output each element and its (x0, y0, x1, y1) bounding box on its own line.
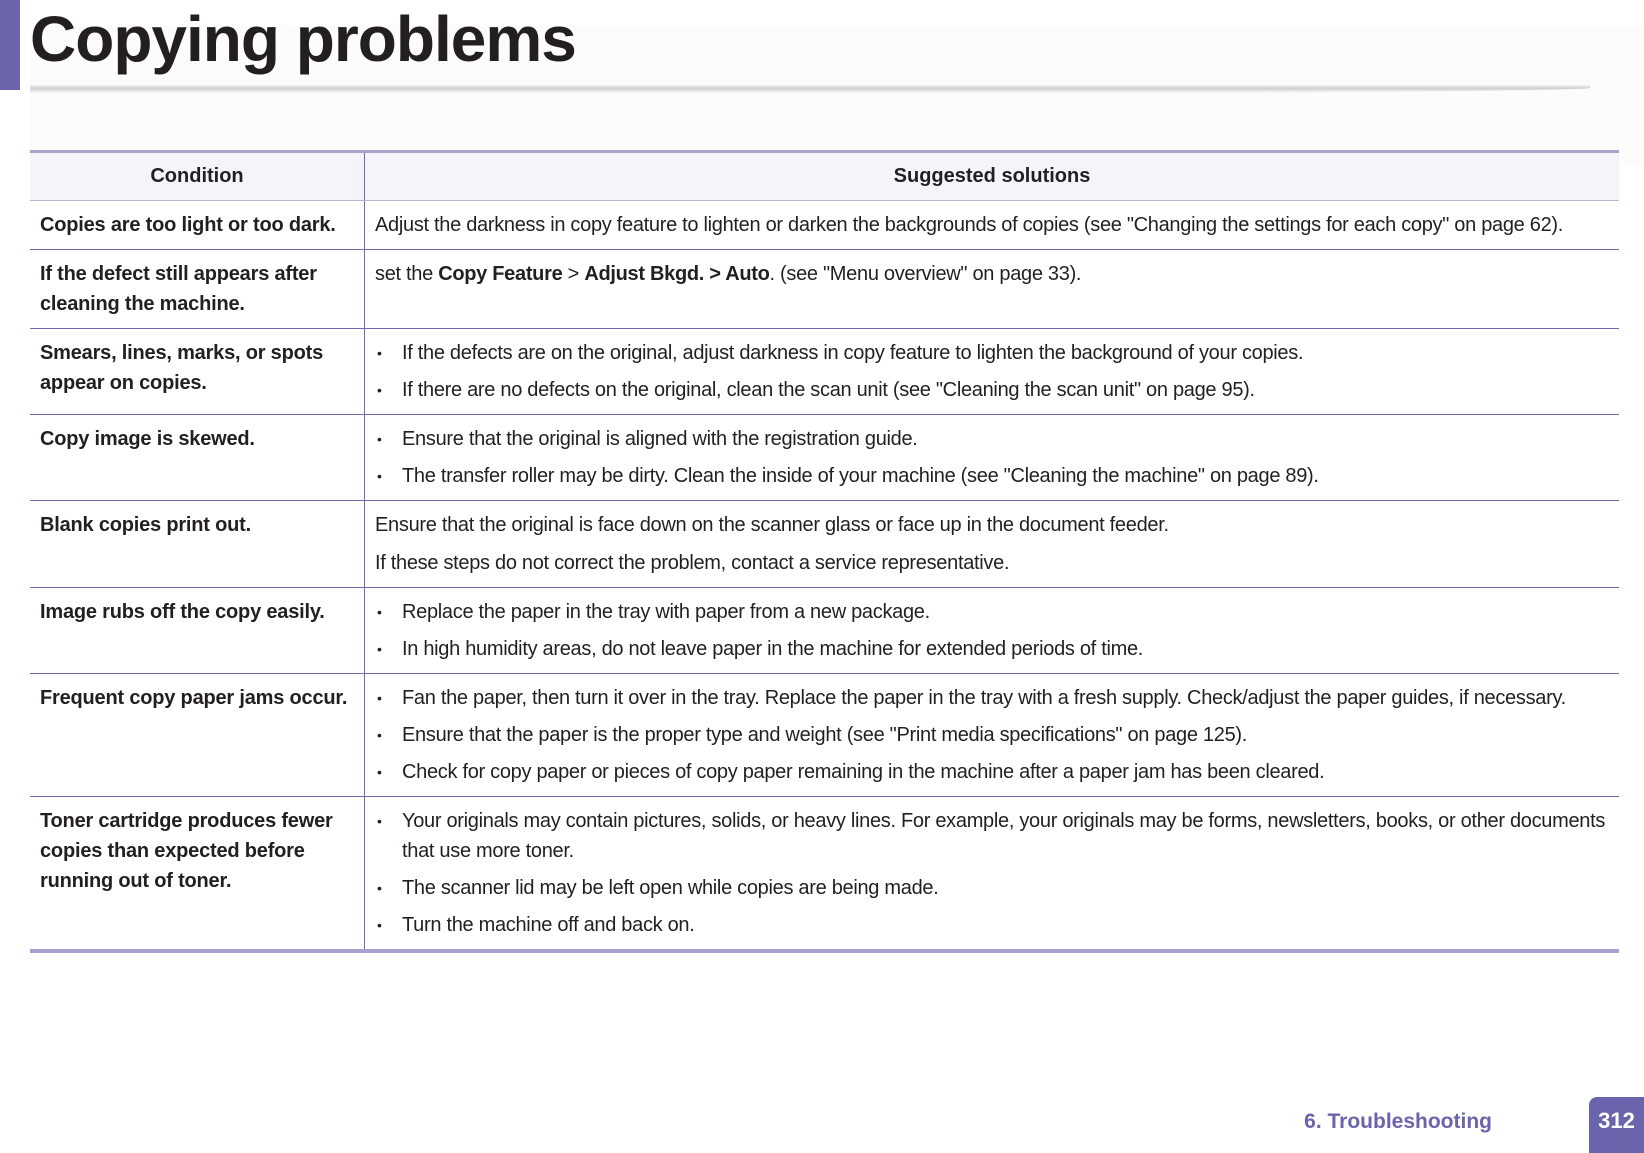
condition-cell: Toner cartridge produces fewer copies than expected before running out of toner. (30, 797, 365, 952)
bullet-icon: • (377, 880, 382, 896)
text-prefix: set the (375, 263, 439, 285)
list-item-text: Fan the paper, then turn it over in the tray. Replace the paper in the tray with a fresh supply. Check/adjust the paper guides, if necessary. (402, 687, 1566, 709)
list-item-text: Ensure that the original is aligned with the registration guide. (402, 428, 918, 450)
list-item-text: In high humidity areas, do not leave paper in the machine for extended periods of time. (402, 638, 1144, 660)
table-row (30, 250, 1619, 329)
bullet-icon: • (377, 431, 382, 447)
text-suffix: . (see "Menu overview" on page 33). (769, 263, 1082, 285)
bullet-icon: • (377, 641, 382, 657)
solution-cell (365, 674, 1620, 797)
list-item (375, 461, 1609, 491)
footer-chapter-label: 6. Troubleshooting (1304, 1110, 1492, 1133)
list-item-text: Check for copy paper or pieces of copy paper remaining in the machine after a paper jam has been cleared. (402, 761, 1325, 783)
list-item (375, 634, 1609, 664)
table-row (30, 201, 1619, 250)
table-row (30, 674, 1619, 797)
solution-list (375, 806, 1609, 940)
title-accent-bar (0, 0, 20, 90)
list-item-text: The transfer roller may be dirty. Clean the inside of your machine (see "Cleaning the machine" on page 89). (402, 465, 1319, 487)
solution-cell (365, 415, 1620, 501)
solution-text: Adjust the darkness in copy feature to lighten or darken the backgrounds of copies (see "Changing the settings for each copy" on page 62). (375, 214, 1564, 236)
list-item (375, 375, 1609, 405)
solution-text: Ensure that the original is face down on the scanner glass or face up in the document feeder. (375, 514, 1169, 536)
table-row (30, 415, 1619, 501)
list-item (375, 757, 1609, 787)
list-item-text: The scanner lid may be left open while copies are being made. (402, 877, 939, 899)
solution-cell (365, 201, 1620, 250)
table-row (30, 588, 1619, 674)
list-item (375, 720, 1609, 750)
list-item (375, 806, 1609, 866)
bullet-icon: • (377, 382, 382, 398)
solution-list (375, 338, 1609, 405)
list-item-text: If there are no defects on the original, clean the scan unit (see "Cleaning the scan unit" on page 95). (402, 379, 1255, 401)
list-item-text: Your originals may contain pictures, solids, or heavy lines. For example, your originals may be forms, newsletters, books, or other documents that use more toner. (402, 810, 1606, 862)
solution-text: If these steps do not correct the problem, contact a service representative. (375, 552, 1010, 574)
menu-path-adjust-bkgd: Adjust Bkgd. > Auto (584, 263, 770, 285)
bullet-icon: • (377, 727, 382, 743)
solution-text (375, 259, 1609, 289)
condition-column-header: Condition (30, 152, 365, 201)
title-underline (30, 84, 1590, 94)
troubleshooting-table (30, 150, 1619, 953)
solution-list (375, 683, 1609, 787)
solution-cell (365, 588, 1620, 674)
bullet-icon: • (377, 468, 382, 484)
solution-cell (365, 250, 1620, 329)
bullet-icon: • (377, 813, 382, 829)
table-row (30, 797, 1619, 952)
bullet-icon: • (377, 917, 382, 933)
bullet-icon: • (377, 690, 382, 706)
solution-cell (365, 797, 1620, 952)
list-item (375, 873, 1609, 903)
solution-list (375, 424, 1609, 491)
table-header-row (30, 152, 1619, 201)
list-item-text: Replace the paper in the tray with paper from a new package. (402, 601, 930, 623)
list-item (375, 910, 1609, 940)
solution-list (375, 597, 1609, 664)
solution-cell (365, 501, 1620, 588)
bullet-icon: • (377, 345, 382, 361)
condition-cell: Copies are too light or too dark. (30, 201, 365, 250)
solution-cell (365, 329, 1620, 415)
table-row (30, 501, 1619, 588)
condition-cell: Blank copies print out. (30, 501, 365, 588)
list-item-text: Ensure that the paper is the proper type and weight (see "Print media specifications" on page 125). (402, 724, 1248, 746)
table-row (30, 329, 1619, 415)
list-item-text: Turn the machine off and back on. (402, 914, 695, 936)
menu-separator: > (562, 263, 585, 285)
list-item (375, 424, 1609, 454)
page-title: Copying problems (30, 3, 576, 75)
condition-cell: Frequent copy paper jams occur. (30, 674, 365, 797)
list-item-text: If the defects are on the original, adjust darkness in copy feature to lighten the background of your copies. (402, 342, 1304, 364)
menu-path-copy-feature: Copy Feature (438, 263, 563, 285)
condition-cell: Image rubs off the copy easily. (30, 588, 365, 674)
solutions-column-header: Suggested solutions (365, 152, 1620, 201)
page-number-badge: 312 (1589, 1097, 1644, 1153)
list-item (375, 597, 1609, 627)
list-item (375, 338, 1609, 368)
bullet-icon: • (377, 604, 382, 620)
condition-cell: If the defect still appears after cleaning the machine. (30, 250, 365, 329)
bullet-icon: • (377, 764, 382, 780)
condition-cell: Copy image is skewed. (30, 415, 365, 501)
list-item (375, 683, 1609, 713)
condition-cell: Smears, lines, marks, or spots appear on copies. (30, 329, 365, 415)
